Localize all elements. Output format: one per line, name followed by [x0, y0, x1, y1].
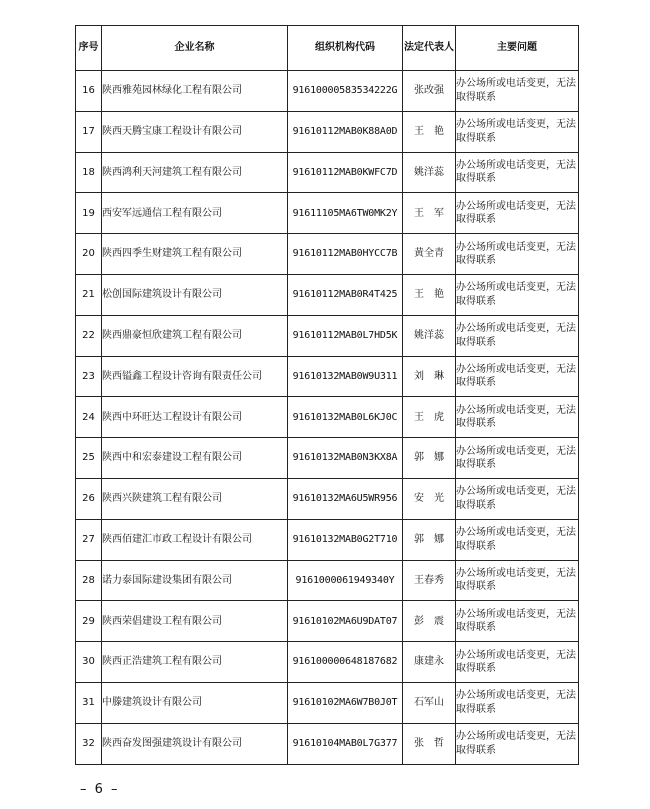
- cell-company: 松创国际建筑设计有限公司: [102, 274, 288, 315]
- cell-company: 诺力泰国际建设集团有限公司: [102, 560, 288, 601]
- cell-code: 91610112MAB0KWFC7D: [288, 152, 403, 193]
- enterprise-table: [75, 25, 579, 765]
- cell-code: 91610102MA6W7B0J0T: [288, 682, 403, 723]
- table-row: [76, 274, 579, 315]
- table-row: [76, 519, 579, 560]
- cell-index: 32: [76, 723, 102, 764]
- cell-index: 22: [76, 315, 102, 356]
- cell-issue: 办公场所或电话变更，无法取得联系: [456, 71, 579, 112]
- cell-code: 91610112MAB0L7HD5K: [288, 315, 403, 356]
- cell-issue: 办公场所或电话变更，无法取得联系: [456, 315, 579, 356]
- cell-company: 陕西正浩建筑工程有限公司: [102, 642, 288, 683]
- page-number: – 6 –: [80, 782, 120, 797]
- cell-code: 91610104MAB0L7G377: [288, 723, 403, 764]
- cell-representative: 康建永: [403, 642, 456, 683]
- table-row: [76, 642, 579, 683]
- cell-representative: 张 哲: [403, 723, 456, 764]
- cell-code: 91610132MAB0L6KJ0C: [288, 397, 403, 438]
- cell-code: 91610112MAB0K88A0D: [288, 111, 403, 152]
- table-row: [76, 193, 579, 234]
- cell-index: 17: [76, 111, 102, 152]
- cell-code: 91610102MA6U9DAT07: [288, 601, 403, 642]
- cell-issue: 办公场所或电话变更，无法取得联系: [456, 356, 579, 397]
- table-row: [76, 234, 579, 275]
- cell-issue: 办公场所或电话变更，无法取得联系: [456, 723, 579, 764]
- cell-representative: 郭 娜: [403, 438, 456, 479]
- cell-company: 陕西佰建汇市政工程设计有限公司: [102, 519, 288, 560]
- header-issue: 主要问题: [456, 26, 579, 71]
- cell-representative: 刘 琳: [403, 356, 456, 397]
- header-company: 企业名称: [102, 26, 288, 71]
- table-row: [76, 560, 579, 601]
- cell-company: 陕西中和宏泰建设工程有限公司: [102, 438, 288, 479]
- cell-index: 21: [76, 274, 102, 315]
- cell-code: 9161000061949340Y: [288, 560, 403, 601]
- cell-representative: 王 虎: [403, 397, 456, 438]
- cell-issue: 办公场所或电话变更，无法取得联系: [456, 111, 579, 152]
- cell-issue: 办公场所或电话变更，无法取得联系: [456, 438, 579, 479]
- cell-representative: 王 艳: [403, 111, 456, 152]
- header-row: [76, 26, 579, 71]
- cell-index: 30: [76, 642, 102, 683]
- cell-index: 29: [76, 601, 102, 642]
- table-row: [76, 438, 579, 479]
- table-header: [76, 26, 579, 71]
- cell-company: 陕西雅苑园林绿化工程有限公司: [102, 71, 288, 112]
- cell-issue: 办公场所或电话变更，无法取得联系: [456, 642, 579, 683]
- cell-company: 陕西镒鑫工程设计咨询有限责任公司: [102, 356, 288, 397]
- cell-index: 27: [76, 519, 102, 560]
- cell-company: 陕西中环旺达工程设计有限公司: [102, 397, 288, 438]
- table-row: [76, 111, 579, 152]
- cell-representative: 彭 震: [403, 601, 456, 642]
- cell-company: 陕西四季生财建筑工程有限公司: [102, 234, 288, 275]
- cell-company: 陕西奋发图强建筑设计有限公司: [102, 723, 288, 764]
- cell-index: 24: [76, 397, 102, 438]
- cell-code: 91610132MA6U5WR956: [288, 478, 403, 519]
- cell-issue: 办公场所或电话变更，无法取得联系: [456, 397, 579, 438]
- cell-code: 91610132MAB0G2T710: [288, 519, 403, 560]
- cell-representative: 姚洋蕊: [403, 152, 456, 193]
- cell-company: 中滕建筑设计有限公司: [102, 682, 288, 723]
- cell-representative: 王 军: [403, 193, 456, 234]
- cell-index: 25: [76, 438, 102, 479]
- cell-issue: 办公场所或电话变更，无法取得联系: [456, 234, 579, 275]
- cell-code: 916100000648187682: [288, 642, 403, 683]
- cell-index: 26: [76, 478, 102, 519]
- cell-index: 23: [76, 356, 102, 397]
- cell-issue: 办公场所或电话变更，无法取得联系: [456, 682, 579, 723]
- cell-issue: 办公场所或电话变更，无法取得联系: [456, 560, 579, 601]
- cell-company: 陕西天腾宝康工程设计有限公司: [102, 111, 288, 152]
- cell-company: 陕西兴陕建筑工程有限公司: [102, 478, 288, 519]
- table-row: [76, 682, 579, 723]
- table-row: [76, 152, 579, 193]
- cell-index: 18: [76, 152, 102, 193]
- table-row: [76, 71, 579, 112]
- cell-representative: 姚洋蕊: [403, 315, 456, 356]
- table-row: [76, 315, 579, 356]
- cell-code: 91610112MAB0R4T425: [288, 274, 403, 315]
- cell-code: 91611105MA6TW0MK2Y: [288, 193, 403, 234]
- cell-company: 陕西鸿利天河建筑工程有限公司: [102, 152, 288, 193]
- table-row: [76, 397, 579, 438]
- table-row: [76, 601, 579, 642]
- header-code: 组织机构代码: [288, 26, 403, 71]
- cell-issue: 办公场所或电话变更，无法取得联系: [456, 601, 579, 642]
- cell-representative: 王春秀: [403, 560, 456, 601]
- cell-index: 19: [76, 193, 102, 234]
- cell-issue: 办公场所或电话变更，无法取得联系: [456, 519, 579, 560]
- header-representative: 法定代表人: [403, 26, 456, 71]
- cell-representative: 郭 娜: [403, 519, 456, 560]
- cell-code: 91610132MAB0W9U311: [288, 356, 403, 397]
- cell-company: 西安军远通信工程有限公司: [102, 193, 288, 234]
- cell-code: 91610132MAB0N3KX8A: [288, 438, 403, 479]
- table-row: [76, 478, 579, 519]
- cell-representative: 黄全青: [403, 234, 456, 275]
- table-body: [76, 71, 579, 765]
- cell-representative: 安 光: [403, 478, 456, 519]
- cell-issue: 办公场所或电话变更，无法取得联系: [456, 152, 579, 193]
- header-index: 序号: [76, 26, 102, 71]
- cell-index: 20: [76, 234, 102, 275]
- table-row: [76, 723, 579, 764]
- cell-code: 91610000583534222G: [288, 71, 403, 112]
- cell-issue: 办公场所或电话变更，无法取得联系: [456, 478, 579, 519]
- cell-representative: 张改强: [403, 71, 456, 112]
- cell-index: 16: [76, 71, 102, 112]
- cell-index: 28: [76, 560, 102, 601]
- table-row: [76, 356, 579, 397]
- cell-code: 91610112MAB0HYCC7B: [288, 234, 403, 275]
- cell-representative: 石军山: [403, 682, 456, 723]
- cell-representative: 王 艳: [403, 274, 456, 315]
- cell-company: 陕西鼎豪恒欣建筑工程有限公司: [102, 315, 288, 356]
- cell-index: 31: [76, 682, 102, 723]
- cell-issue: 办公场所或电话变更，无法取得联系: [456, 193, 579, 234]
- cell-company: 陕西荣倡建设工程有限公司: [102, 601, 288, 642]
- cell-issue: 办公场所或电话变更，无法取得联系: [456, 274, 579, 315]
